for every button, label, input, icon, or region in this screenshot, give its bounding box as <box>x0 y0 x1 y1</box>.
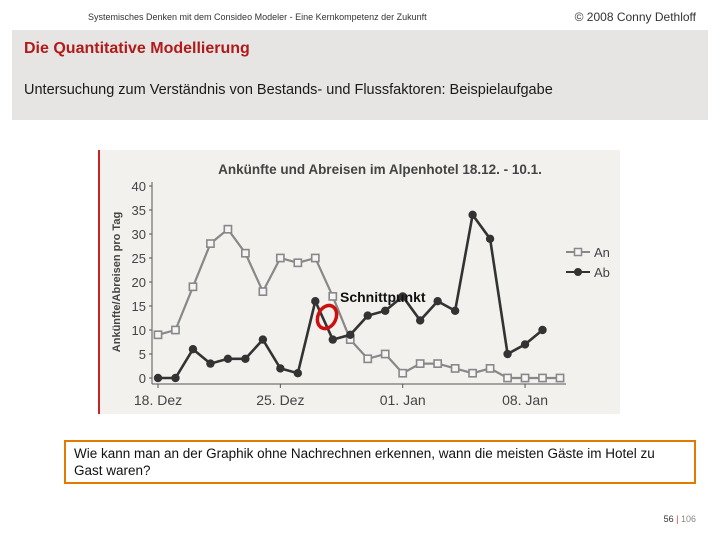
data-point-ab <box>206 359 214 367</box>
data-point-an <box>521 374 528 381</box>
legend-marker-ab <box>574 268 582 276</box>
data-point-ab <box>503 350 511 358</box>
chart-frame <box>98 150 620 414</box>
data-point-an <box>154 331 161 338</box>
data-point-ab <box>276 364 284 372</box>
x-tick-label: 18. Dez <box>133 392 183 408</box>
data-point-ab <box>451 307 459 315</box>
data-point-ab <box>294 369 302 377</box>
data-point-an <box>504 374 511 381</box>
y-tick-label: 0 <box>138 371 146 386</box>
legend-label-ab: Ab <box>594 265 610 280</box>
data-point-an <box>277 254 284 261</box>
data-point-ab <box>521 340 529 348</box>
data-point-ab <box>241 355 249 363</box>
data-point-an <box>364 355 371 362</box>
data-point-ab <box>433 297 441 305</box>
y-tick-label: 20 <box>131 275 146 290</box>
data-point-ab <box>381 307 389 315</box>
data-point-ab <box>346 331 354 339</box>
data-point-ab <box>259 335 267 343</box>
data-point-an <box>329 293 336 300</box>
data-point-an <box>224 226 231 233</box>
slide-subtitle: Untersuchung zum Verständnis von Bestands- und Flussfaktoren: Beispielaufgabe <box>24 82 553 98</box>
intersection-circle-marker <box>313 303 343 333</box>
slide-title: Die Quantitative Modellierung <box>24 40 250 57</box>
y-tick-label: 25 <box>131 251 146 266</box>
intersection-callout: Schnittpunkt <box>340 289 426 305</box>
copyright-text: © 2008 Conny Dethloff <box>574 10 696 24</box>
y-tick-label: 10 <box>131 323 146 338</box>
page-total: 106 <box>680 514 696 524</box>
question-box: Wie kann man an der Graphik ohne Nachrechnen erkennen, wann die meisten Gäste im Hotel zu Gast waren? <box>64 440 696 484</box>
data-point-an <box>172 326 179 333</box>
data-point-ab <box>486 235 494 243</box>
data-point-ab <box>189 345 197 353</box>
data-point-an <box>382 350 389 357</box>
data-point-ab <box>538 326 546 334</box>
data-point-an <box>434 360 441 367</box>
data-point-ab <box>416 316 424 324</box>
data-point-ab <box>224 355 232 363</box>
y-tick-label: 15 <box>131 299 146 314</box>
data-point-an <box>242 250 249 257</box>
arrivals-departures-chart <box>100 150 620 414</box>
data-point-ab <box>171 374 179 382</box>
y-tick-label: 40 <box>131 179 146 194</box>
data-point-an <box>556 374 563 381</box>
data-point-ab <box>364 311 372 319</box>
data-point-an <box>207 240 214 247</box>
data-point-an <box>486 365 493 372</box>
y-axis-label: Ankünfte/Abreisen pro Tag <box>111 211 123 353</box>
data-point-an <box>312 254 319 261</box>
y-tick-label: 5 <box>138 347 146 362</box>
chart-title: Ankünfte und Abreisen im Alpenhotel 18.12. - 10.1. <box>218 162 542 177</box>
legend-marker-an <box>575 249 582 256</box>
data-point-an <box>539 374 546 381</box>
y-tick-label: 30 <box>131 227 146 242</box>
page-separator: | <box>676 514 679 524</box>
x-tick-label: 01. Jan <box>379 392 426 408</box>
y-tick-label: 35 <box>131 203 146 218</box>
page-number <box>664 514 696 524</box>
x-tick-label: 25. Dez <box>256 392 305 408</box>
data-point-an <box>452 365 459 372</box>
data-point-an <box>417 360 424 367</box>
data-point-ab <box>154 374 162 382</box>
data-point-an <box>259 288 266 295</box>
data-point-ab <box>329 335 337 343</box>
data-point-ab <box>468 211 476 219</box>
header-footer-text: Systemisches Denken mit dem Consideo Modeler - Eine Kernkompetenz der Zukunft <box>88 12 427 22</box>
data-point-an <box>399 370 406 377</box>
legend-label-an: An <box>594 245 610 260</box>
data-point-an <box>469 370 476 377</box>
page-current: 56 <box>663 514 674 524</box>
data-point-an <box>294 259 301 266</box>
data-point-an <box>189 283 196 290</box>
x-tick-label: 08. Jan <box>502 392 549 408</box>
